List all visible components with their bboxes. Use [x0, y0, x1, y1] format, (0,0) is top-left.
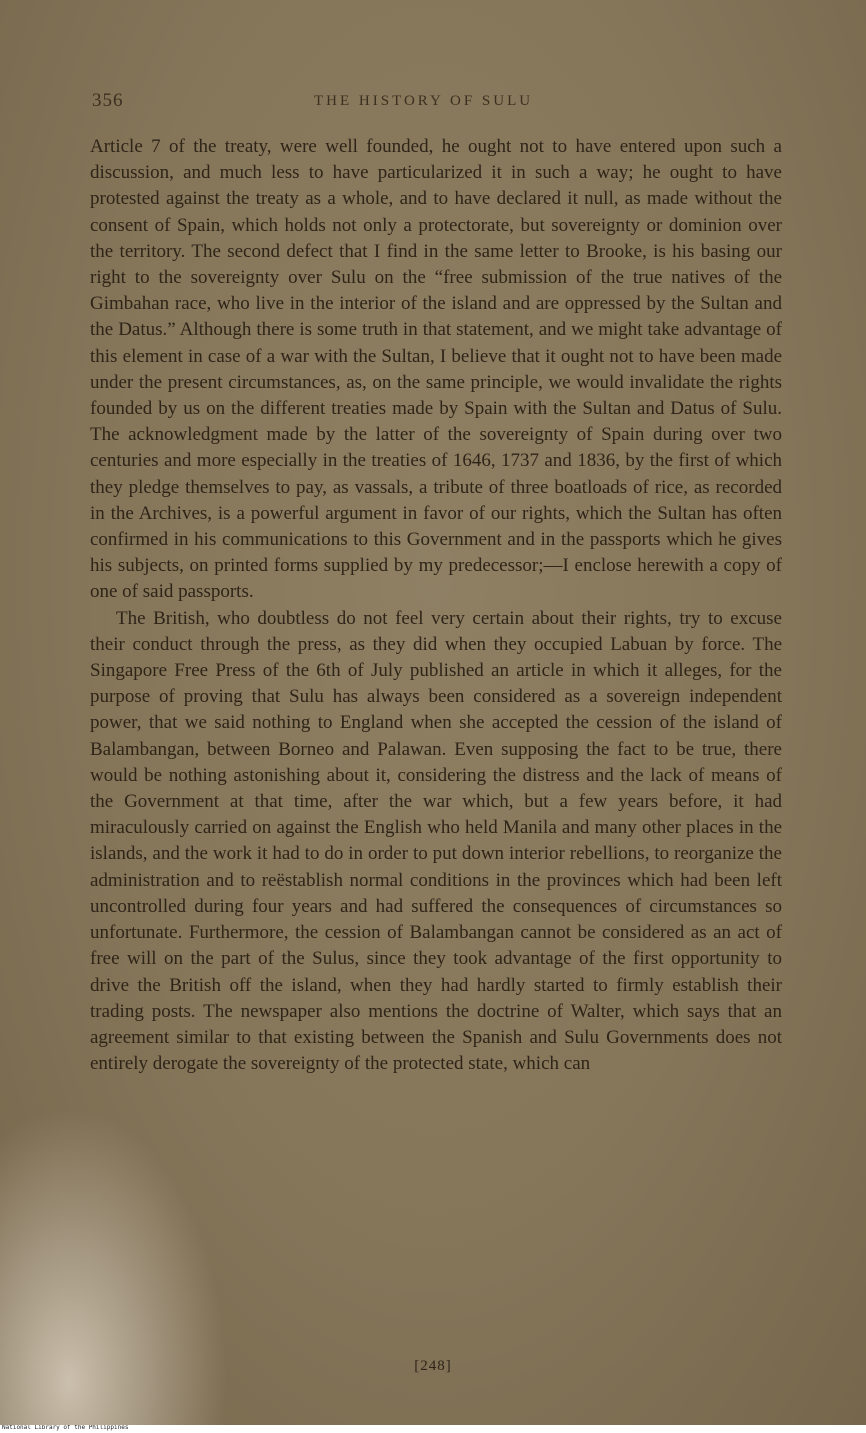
paragraph-1: Article 7 of the treaty, were well founded, he ought not to have entered upon such a discussion, and much less to have particularized it in such a way; he ought to have protested against the treaty as a whole, and to have declared it null, as made without the consent of Spain, which holds not only a protectorate, but sovereignty or dominion over the territory. The second defect that I find in the same letter to Brooke, is his basing our right to the sovereignty over Sulu on the “free submission of the true natives of the Gimbahan race, who live in the interior of the island and are oppressed by the Sultan and the Datus.” Although there is some truth in that statement, and we might take advantage of this element in case of a war with the Sultan, I believe that it ought not to have been made under the present circumstances, as, on the same principle, we would invalidate the rights founded by us on the different treaties made by Spain with the Sultan and Datus of Sulu. The acknowledgment made by the latter of the sovereignty of Spain during over two centuries and more especially in the treaties of 1646, 1737 and 1836, by the first of which they pledge themselves to pay, as vassals, a tribute of three boatloads of rice, as recorded in the Archives, is a powerful argument in favor of our rights, which the Sultan has often confirmed in his communications to this Government and in the passports which he gives his subjects, on printed forms supplied by my predecessor;—I enclose herewith a copy of one of said passports.	[90, 136, 782, 603]
page-number: 356	[92, 90, 124, 111]
library-strip	[0, 1425, 866, 1433]
body-text	[90, 134, 782, 1077]
paragraph-2: The British, who doubtless do not feel very certain about their rights, try to excuse their conduct through the press, as they did when they occupied Labuan by force. The Singapore Free Press of the 6th of July published an article in which it alleges, for the purpose of proving that Sulu has always been considered as a sovereign independent power, that we said nothing to England when she accepted the cession of the island of Balambangan, between Borneo and Palawan. Even supposing the fact to be true, there would be nothing astonishing about it, considering the distress and the lack of means of the Government at that time, after the war which, but a few years before, it had miraculously carried on against the English who held Manila and many other places in the islands, and the work it had to do in order to put down interior rebellions, to reorganize the administration and to reëstablish normal conditions in the provinces which had been left uncontrolled during four years and had suffered the consequences of circumstances so unfortunate. Furthermore, the cession of Balambangan cannot be considered as an act of free will on the part of the Sulus, since they took advantage of the first opportunity to drive the British off the island, when they had hardly started to firmly establish their trading posts. The newspaper also mentions the doctrine of Walter, which says that an agreement similar to that existing between the Spanish and Sulu Governments does not entirely derogate the sovereignty of the protected state, which can	[90, 607, 782, 1075]
page-header	[92, 90, 782, 118]
library-watermark: National Library of the Philippines	[2, 1425, 129, 1431]
signature-mark: [248]	[414, 1358, 452, 1374]
running-title: THE HISTORY OF SULU	[314, 93, 534, 109]
